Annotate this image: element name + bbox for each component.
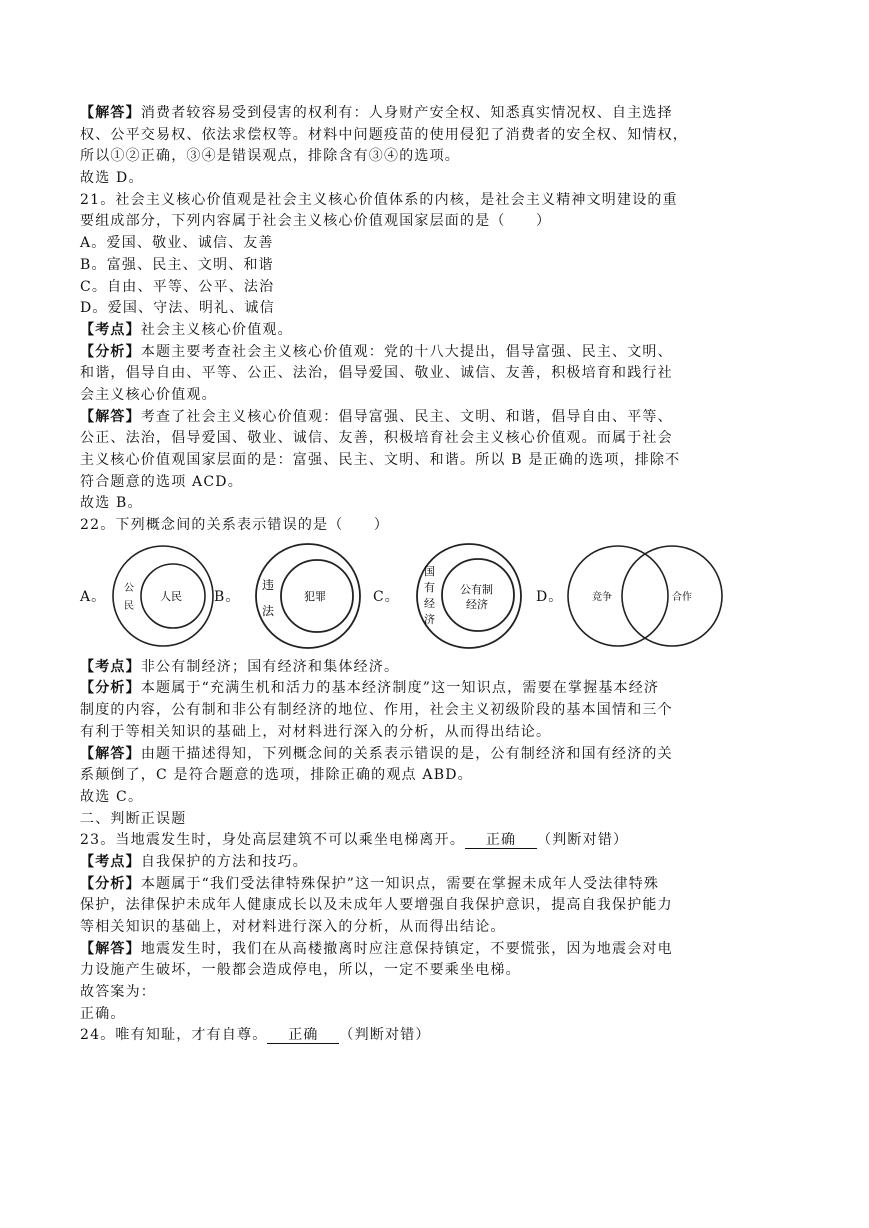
text-line: 正确。 bbox=[80, 1005, 126, 1022]
text-line: 符合题意的选项 ACD。 bbox=[80, 473, 243, 490]
diagram-c-outer-label-1: 国 bbox=[424, 564, 435, 578]
answer-section-q23 bbox=[80, 852, 790, 1026]
jieda-line: 【解答】由题干描述得知，下列概念间的关系表示错误的是，公有制经济和国有经济的关 bbox=[80, 745, 673, 762]
option-a: A。爱国、敬业、诚信、友善 bbox=[80, 235, 274, 252]
text-line: 等相关知识的基础上，对材料进行深入的分析，从而得出结论。 bbox=[80, 919, 506, 935]
answer-section-q20-q22 bbox=[80, 103, 790, 537]
diagram-option-a-label: A。 bbox=[80, 588, 107, 605]
diagram-d-left-circle bbox=[568, 546, 668, 646]
diagram-option-b-label: B。 bbox=[214, 588, 241, 605]
diagram-c bbox=[402, 543, 536, 649]
kaodian-line: 【考点】自我保护的方法和技巧。 bbox=[80, 853, 309, 870]
question-22: 22。下列概念间的关系表示错误的是（ ） bbox=[80, 517, 390, 534]
text-line: 故选 D。 bbox=[80, 170, 144, 187]
text-line: 有利于等相关知识的基础上，对材料进行深入的分析，从而得出结论。 bbox=[80, 723, 552, 740]
kaodian-line: 【考点】社会主义核心价值观。 bbox=[80, 321, 293, 338]
section-heading: 二、判断正误题 bbox=[80, 810, 187, 827]
diagram-b-outer-label-2: 法 bbox=[262, 603, 275, 618]
diagram-option-c-label: C。 bbox=[373, 588, 400, 605]
diagram-b-inner-label: 犯罪 bbox=[304, 589, 326, 603]
question-23: 23。当地震发生时，身处高层建筑不可以乘坐电梯离开。 正确 （判断对错） bbox=[80, 832, 629, 849]
diagram-c-outer-label-3: 经 bbox=[424, 596, 435, 610]
text-line: 力设施产生破坏，一般都会造成停电，所以，一定不要乘坐电梯。 bbox=[80, 962, 521, 979]
text-line: 和谐，倡导自由、平等、公正、法治，倡导爱国、敬业、诚信、友善，积极培育和践行社 bbox=[80, 365, 673, 382]
diagram-option-d-label: D。 bbox=[536, 588, 564, 605]
kaodian-line: 【考点】非公有制经济；国有经济和集体经济。 bbox=[80, 658, 400, 675]
diagram-c-outer-label-4: 济 bbox=[424, 612, 435, 626]
text-line: 【解答】消费者较容易受到侵害的权利有：人身财产安全权、知悉真实情况权、自主选择 bbox=[80, 105, 673, 121]
option-d: D。爱国、守法、明礼、诚信 bbox=[80, 300, 275, 317]
jieda-line: 【解答】地震发生时，我们在从高楼撤离时应注意保持镇定，不要慌张，因为地震会对电 bbox=[80, 940, 673, 957]
diagram-b bbox=[242, 543, 374, 649]
text-line: 故选 C。 bbox=[80, 788, 144, 805]
diagram-d-left-label: 竞争 bbox=[592, 591, 612, 603]
text-line: 故选 B。 bbox=[80, 495, 143, 512]
diagram-c-inner-label-1: 公有制 bbox=[460, 582, 493, 596]
text-line: 保护，法律保护未成年人健康成长以及未成年人要增强自我保护意识，提高自我保护能力 bbox=[80, 897, 673, 914]
option-b: B。富强、民主、文明、和谐 bbox=[80, 256, 274, 273]
fenxi-line: 【分析】本题属于“我们受法律特殊保护”这一知识点，需要在掌握未成年人受法律特殊 bbox=[80, 875, 660, 892]
text-line: 制度的内容，公有制和非公有制经济的地位、作用，社会主义初级阶段的基本国情和三个 bbox=[80, 702, 673, 719]
text-line: 系颠倒了，C 是符合题意的选项，排除正确的观点 ABD。 bbox=[80, 767, 473, 784]
answer-blank-23: 正确 bbox=[465, 832, 537, 849]
document-page bbox=[80, 103, 790, 1047]
text-line: 权、公平交易权、依法求偿权等。材料中问题疫苗的使用侵犯了消费者的安全权、知情权， bbox=[80, 126, 688, 143]
fenxi-line: 【分析】本题属于“充满生机和活力的基本经济制度”这一知识点，需要在掌握基本经济 bbox=[80, 680, 660, 697]
jieda-line: 【解答】考查了社会主义核心价值观：倡导富强、民主、文明、和谐，倡导自由、平等、 bbox=[80, 408, 673, 425]
diagram-a-outer-label-2: 民 bbox=[124, 600, 134, 612]
text-line: 要组成部分，下列内容属于社会主义核心价值观国家层面的是（ ） bbox=[80, 213, 552, 230]
diagram-c-outer-label-2: 有 bbox=[424, 580, 435, 594]
text-line: 所以①②正确，③④是错误观点，排除含有③④的选项。 bbox=[80, 148, 460, 165]
answer-blank-24: 正确 bbox=[267, 1027, 339, 1044]
diagram-c-inner-label-2: 经济 bbox=[466, 597, 488, 611]
option-c: C。自由、平等、公平、法治 bbox=[80, 278, 275, 295]
diagram-b-outer-label-1: 违 bbox=[262, 577, 275, 592]
diagram-a bbox=[108, 543, 218, 649]
diagram-d-right-label: 合作 bbox=[672, 591, 692, 603]
question-24: 24。唯有知耻，才有自尊。 正确 （判断对错） bbox=[80, 1027, 431, 1044]
text-line: 公正、法治，倡导爱国、敬业、诚信、友善，积极培育社会主义核心价值观。而属于社会 bbox=[80, 430, 673, 447]
question-21: 21。社会主义核心价值观是社会主义核心价值体系的内核，是社会主义精神文明建设的重 bbox=[80, 191, 678, 208]
text-line: 故答案为： bbox=[80, 984, 156, 1001]
diagram-d bbox=[564, 543, 724, 649]
diagram-a-outer-label-1: 公 bbox=[124, 582, 134, 594]
concept-relation-diagrams bbox=[80, 543, 790, 649]
text-line: 主义核心价值观国家层面的是：富强、民主、文明、和谐。所以 B 是正确的选项，排除不 bbox=[80, 452, 681, 468]
diagram-a-inner-label: 人民 bbox=[160, 589, 182, 603]
answer-section-q22-analysis bbox=[80, 657, 790, 831]
text-line: 会主义核心价值观。 bbox=[80, 386, 217, 403]
fenxi-line: 【分析】本题主要考查社会主义核心价值观：党的十八大提出，倡导富强、民主、文明、 bbox=[80, 343, 673, 360]
